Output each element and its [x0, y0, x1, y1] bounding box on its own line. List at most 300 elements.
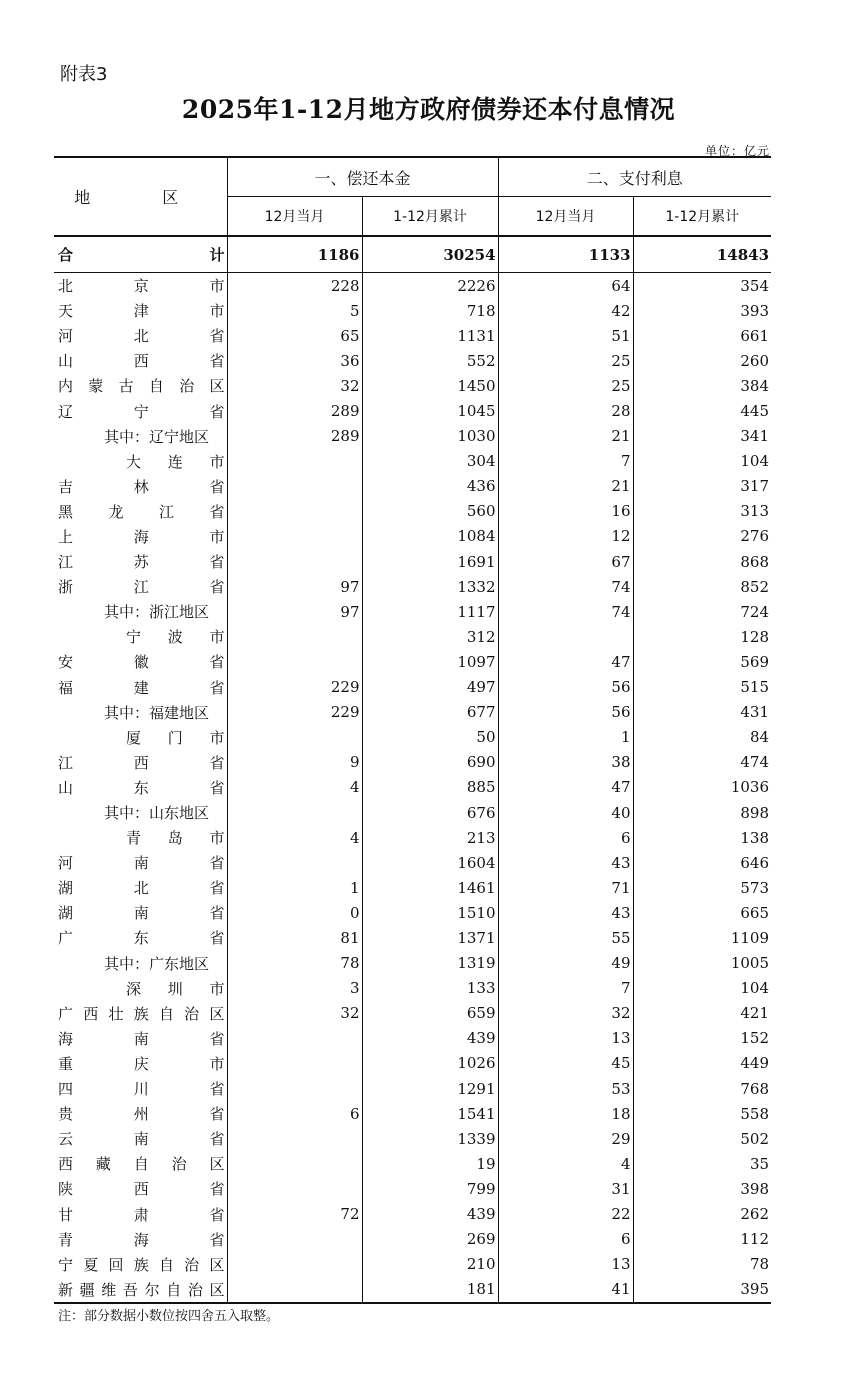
- principal-month-cell: 81: [227, 925, 362, 950]
- table-row: [54, 1227, 771, 1252]
- region-char: 区: [209, 1004, 225, 1023]
- interest-month-cell: 41: [498, 1277, 633, 1303]
- region-char: 治: [184, 1004, 200, 1023]
- table-row: [54, 323, 771, 348]
- region-char: 北: [133, 327, 149, 346]
- table-row: [54, 951, 771, 976]
- total-principal-cumulative: 30254: [362, 236, 498, 273]
- principal-month-cell: [227, 1126, 362, 1151]
- region-char: 族: [133, 1004, 149, 1023]
- table-row: [54, 850, 771, 875]
- interest-cumulative-cell: 646: [633, 850, 771, 875]
- interest-cumulative-cell: 573: [633, 875, 771, 900]
- interest-cumulative-cell: 768: [633, 1076, 771, 1101]
- interest-month-cell: 21: [498, 424, 633, 449]
- region-char: 壮: [108, 1004, 124, 1023]
- region-char: 辽: [58, 402, 74, 421]
- interest-cumulative-cell: 515: [633, 675, 771, 700]
- principal-cumulative-cell: 1045: [362, 398, 498, 423]
- principal-month-cell: 9: [227, 750, 362, 775]
- region-char: 治: [187, 1280, 203, 1299]
- region-char: 天: [58, 302, 74, 321]
- principal-cumulative-cell: 133: [362, 976, 498, 1001]
- principal-cumulative-cell: 181: [362, 1277, 498, 1303]
- region-char: 贵: [58, 1105, 74, 1124]
- region-char: 厦: [126, 728, 142, 747]
- table-row: [54, 449, 771, 474]
- region-char: 海: [133, 527, 149, 546]
- region-char: 治: [184, 1255, 200, 1274]
- principal-cumulative-cell: 210: [362, 1252, 498, 1277]
- principal-month-cell: 5: [227, 298, 362, 323]
- region-name: [54, 424, 227, 449]
- region-char: 深: [126, 979, 142, 998]
- interest-cumulative-cell: 558: [633, 1101, 771, 1126]
- table-row: [54, 348, 771, 373]
- region-char: 湖: [58, 879, 74, 898]
- region-char: 海: [133, 1230, 149, 1249]
- interest-cumulative-cell: 104: [633, 976, 771, 1001]
- region-char: 南: [133, 904, 149, 923]
- region-char: 东: [133, 929, 149, 948]
- region-char: 南: [133, 1029, 149, 1048]
- principal-cumulative-cell: 1510: [362, 900, 498, 925]
- interest-month-cell: 38: [498, 750, 633, 775]
- principal-month-cell: [227, 1026, 362, 1051]
- interest-cumulative-cell: 421: [633, 1001, 771, 1026]
- region-name: [54, 725, 227, 750]
- total-principal-month: 1186: [227, 236, 362, 273]
- region-name: [54, 574, 227, 599]
- region-name: [54, 700, 227, 725]
- interest-month-cell: 67: [498, 549, 633, 574]
- region-name: [54, 900, 227, 925]
- region-char: 吉: [58, 477, 74, 496]
- table-row: [54, 1201, 771, 1226]
- table-row: [54, 424, 771, 449]
- debt-table: [54, 156, 771, 1304]
- interest-cumulative-cell: 276: [633, 524, 771, 549]
- page-title: 2025年1-12月地方政府债券还本付息情况: [181, 95, 676, 124]
- region-char: 省: [209, 1029, 225, 1048]
- region-char: 省: [209, 929, 225, 948]
- region-label: 其中：福建地区: [104, 703, 210, 722]
- interest-month-cell: 28: [498, 398, 633, 423]
- principal-cumulative-cell: 1117: [362, 599, 498, 624]
- interest-month-cell: 7: [498, 449, 633, 474]
- region-char: 青: [126, 829, 142, 848]
- interest-month-cell: 56: [498, 700, 633, 725]
- principal-cumulative-cell: 1371: [362, 925, 498, 950]
- table-row: [54, 1252, 771, 1277]
- principal-cumulative-cell: 1450: [362, 373, 498, 398]
- principal-month-cell: 32: [227, 373, 362, 398]
- principal-month-cell: 289: [227, 398, 362, 423]
- principal-cumulative-cell: 1461: [362, 875, 498, 900]
- region-name: [54, 373, 227, 398]
- region-char: 岛: [167, 829, 183, 848]
- principal-cumulative-cell: 690: [362, 750, 498, 775]
- region-char: 省: [209, 1130, 225, 1149]
- region-char: 区: [209, 377, 225, 396]
- total-interest-cumulative: 14843: [633, 236, 771, 273]
- region-name: [54, 675, 227, 700]
- region-name: [54, 298, 227, 323]
- region-char: 自: [158, 1255, 174, 1274]
- annex-label: 附表3: [60, 64, 108, 85]
- region-char: 州: [133, 1105, 149, 1124]
- region-char: 宁: [58, 1255, 74, 1274]
- table-row: [54, 825, 771, 850]
- region-char: 省: [209, 1105, 225, 1124]
- region-name: [54, 1252, 227, 1277]
- region-char: 南: [133, 854, 149, 873]
- interest-cumulative-cell: 1005: [633, 951, 771, 976]
- region-name: [54, 775, 227, 800]
- interest-cumulative-cell: 852: [633, 574, 771, 599]
- region-char: 省: [209, 502, 225, 521]
- region-name: [54, 1277, 227, 1303]
- region-header: 地 区: [74, 188, 207, 207]
- principal-month-cell: 65: [227, 323, 362, 348]
- region-char: 省: [209, 904, 225, 923]
- principal-cumulative-cell: 497: [362, 675, 498, 700]
- region-char: 自: [148, 377, 164, 396]
- region-char: 连: [167, 452, 183, 471]
- region-char: 重: [58, 1054, 74, 1073]
- principal-month-cell: 97: [227, 574, 362, 599]
- region-char: 省: [209, 753, 225, 772]
- region-char: 区: [209, 1155, 225, 1174]
- interest-month-cell: 47: [498, 775, 633, 800]
- region-char: 尔: [144, 1280, 160, 1299]
- interest-cumulative-cell: 112: [633, 1227, 771, 1252]
- region-char: 庆: [133, 1054, 149, 1073]
- region-name: [54, 474, 227, 499]
- interest-month-cell: 71: [498, 875, 633, 900]
- region-char: 福: [58, 678, 74, 697]
- interest-cumulative-header: 1-12月累计: [633, 197, 771, 237]
- region-char: 古: [118, 377, 134, 396]
- table-row: [54, 875, 771, 900]
- total-interest-month: 1133: [498, 236, 633, 273]
- principal-cumulative-cell: 718: [362, 298, 498, 323]
- interest-month-cell: 53: [498, 1076, 633, 1101]
- principal-month-cell: 36: [227, 348, 362, 373]
- principal-month-cell: [227, 649, 362, 674]
- interest-cumulative-cell: 138: [633, 825, 771, 850]
- region-char: 市: [209, 829, 225, 848]
- interest-cumulative-cell: 898: [633, 800, 771, 825]
- table-row: [54, 1101, 771, 1126]
- interest-month-cell: 74: [498, 599, 633, 624]
- region-name: [54, 951, 227, 976]
- interest-month-cell: 16: [498, 499, 633, 524]
- principal-cumulative-cell: 439: [362, 1201, 498, 1226]
- region-char: 肃: [133, 1205, 149, 1224]
- region-char: 省: [209, 477, 225, 496]
- region-name: [54, 599, 227, 624]
- interest-month-cell: 45: [498, 1051, 633, 1076]
- total-row: [54, 236, 771, 273]
- interest-month-cell: 74: [498, 574, 633, 599]
- principal-cumulative-cell: 304: [362, 449, 498, 474]
- table-row: [54, 725, 771, 750]
- principal-cumulative-cell: 50: [362, 725, 498, 750]
- region-label: 其中：广东地区: [104, 954, 210, 973]
- principal-cumulative-cell: 19: [362, 1151, 498, 1176]
- principal-cumulative-header: 1-12月累计: [362, 197, 498, 237]
- region-name: [54, 1201, 227, 1226]
- region-char: 维: [101, 1280, 117, 1299]
- principal-header: 一、偿还本金: [227, 157, 498, 197]
- region-char: 海: [58, 1029, 74, 1048]
- interest-cumulative-cell: 354: [633, 273, 771, 299]
- interest-cumulative-cell: 474: [633, 750, 771, 775]
- table-row: [54, 1277, 771, 1303]
- table-row: [54, 1001, 771, 1026]
- region-char: 圳: [167, 979, 183, 998]
- principal-cumulative-cell: 885: [362, 775, 498, 800]
- region-name: [54, 1101, 227, 1126]
- table-row: [54, 1126, 771, 1151]
- region-char: 市: [209, 979, 225, 998]
- principal-cumulative-cell: 439: [362, 1026, 498, 1051]
- region-char: 广: [58, 1004, 74, 1023]
- principal-month-cell: [227, 1176, 362, 1201]
- principal-month-cell: [227, 524, 362, 549]
- interest-month-cell: 1: [498, 725, 633, 750]
- principal-month-cell: [227, 725, 362, 750]
- principal-month-cell: 228: [227, 273, 362, 299]
- principal-cumulative-cell: 1291: [362, 1076, 498, 1101]
- region-char: 省: [209, 879, 225, 898]
- region-char: 新: [58, 1280, 74, 1299]
- region-name: [54, 323, 227, 348]
- principal-cumulative-cell: 1604: [362, 850, 498, 875]
- region-char: 市: [209, 628, 225, 647]
- region-char: 省: [209, 553, 225, 572]
- region-char: 青: [58, 1230, 74, 1249]
- table-row: [54, 675, 771, 700]
- region-char: 省: [209, 578, 225, 597]
- region-char: 云: [58, 1130, 74, 1149]
- region-char: 回: [108, 1255, 124, 1274]
- principal-month-cell: 97: [227, 599, 362, 624]
- region-char: 西: [133, 1180, 149, 1199]
- region-char: 省: [209, 1230, 225, 1249]
- principal-cumulative-cell: 1339: [362, 1126, 498, 1151]
- region-name: [54, 624, 227, 649]
- interest-cumulative-cell: 449: [633, 1051, 771, 1076]
- interest-cumulative-cell: 1109: [633, 925, 771, 950]
- region-name: [54, 875, 227, 900]
- region-char: 江: [133, 578, 149, 597]
- total-label-b: 计: [209, 246, 225, 264]
- region-char: 河: [58, 854, 74, 873]
- interest-cumulative-cell: 313: [633, 499, 771, 524]
- interest-month-cell: 29: [498, 1126, 633, 1151]
- region-char: 广: [58, 929, 74, 948]
- interest-cumulative-cell: 262: [633, 1201, 771, 1226]
- region-char: 湖: [58, 904, 74, 923]
- interest-cumulative-cell: 260: [633, 348, 771, 373]
- region-char: 大: [126, 452, 142, 471]
- interest-cumulative-cell: 868: [633, 549, 771, 574]
- table-row: [54, 775, 771, 800]
- region-char: 京: [133, 277, 149, 296]
- region-name: [54, 524, 227, 549]
- principal-cumulative-cell: 1332: [362, 574, 498, 599]
- table-row: [54, 976, 771, 1001]
- region-name: [54, 499, 227, 524]
- region-name: [54, 1051, 227, 1076]
- interest-month-cell: 7: [498, 976, 633, 1001]
- region-name: [54, 649, 227, 674]
- region-name: [54, 1227, 227, 1252]
- interest-month-cell: 64: [498, 273, 633, 299]
- region-char: 黑: [58, 502, 74, 521]
- principal-month-cell: 3: [227, 976, 362, 1001]
- principal-month-cell: [227, 1252, 362, 1277]
- interest-month-cell: 6: [498, 1227, 633, 1252]
- table-row: [54, 1076, 771, 1101]
- region-char: 内: [58, 377, 74, 396]
- principal-month-cell: 4: [227, 775, 362, 800]
- region-name: [54, 549, 227, 574]
- table-row: [54, 925, 771, 950]
- interest-cumulative-cell: 35: [633, 1151, 771, 1176]
- interest-month-cell: 43: [498, 900, 633, 925]
- region-name: [54, 1126, 227, 1151]
- region-char: 市: [209, 1054, 225, 1073]
- interest-header: 二、支付利息: [498, 157, 771, 197]
- region-char: 津: [133, 302, 149, 321]
- region-char: 省: [209, 402, 225, 421]
- unit-label: 单位：亿元: [704, 144, 770, 158]
- region-char: 江: [158, 502, 174, 521]
- table-row: [54, 398, 771, 423]
- region-char: 省: [209, 778, 225, 797]
- principal-cumulative-cell: 552: [362, 348, 498, 373]
- table-row: [54, 373, 771, 398]
- region-char: 山: [58, 778, 74, 797]
- region-char: 北: [133, 879, 149, 898]
- interest-month-cell: 25: [498, 373, 633, 398]
- interest-month-cell: 40: [498, 800, 633, 825]
- interest-cumulative-cell: 152: [633, 1026, 771, 1051]
- interest-month-cell: 43: [498, 850, 633, 875]
- region-char: 市: [209, 452, 225, 471]
- region-name: [54, 925, 227, 950]
- interest-cumulative-cell: 384: [633, 373, 771, 398]
- principal-month-cell: 32: [227, 1001, 362, 1026]
- region-char: 江: [58, 753, 74, 772]
- region-char: 甘: [58, 1205, 74, 1224]
- region-char: 建: [133, 678, 149, 697]
- interest-cumulative-cell: 317: [633, 474, 771, 499]
- principal-month-cell: 4: [227, 825, 362, 850]
- table-row: [54, 1151, 771, 1176]
- region-char: 藏: [95, 1155, 111, 1174]
- table-row: [54, 474, 771, 499]
- region-char: 西: [58, 1155, 74, 1174]
- region-char: 江: [58, 553, 74, 572]
- region-char: 市: [209, 277, 225, 296]
- region-name: [54, 398, 227, 423]
- principal-cumulative-cell: 1026: [362, 1051, 498, 1076]
- table-row: [54, 624, 771, 649]
- table-row: [54, 574, 771, 599]
- interest-cumulative-cell: 502: [633, 1126, 771, 1151]
- region-char: 自: [158, 1004, 174, 1023]
- region-label: 其中：浙江地区: [104, 603, 210, 622]
- region-char: 宁: [133, 402, 149, 421]
- table-row: [54, 1026, 771, 1051]
- table-row: [54, 549, 771, 574]
- principal-cumulative-cell: 1084: [362, 524, 498, 549]
- region-char: 区: [209, 1280, 225, 1299]
- interest-month-header: 12月当月: [498, 197, 633, 237]
- interest-cumulative-cell: 84: [633, 725, 771, 750]
- table-row: [54, 800, 771, 825]
- table-row: [54, 1051, 771, 1076]
- total-label-a: 合: [58, 246, 74, 264]
- region-name: [54, 1176, 227, 1201]
- table-row: [54, 524, 771, 549]
- table-row: [54, 900, 771, 925]
- region-char: 市: [209, 527, 225, 546]
- region-name: [54, 976, 227, 1001]
- principal-month-cell: 72: [227, 1201, 362, 1226]
- interest-month-cell: 55: [498, 925, 633, 950]
- principal-cumulative-cell: 1131: [362, 323, 498, 348]
- region-char: 上: [58, 527, 74, 546]
- table-row: [54, 750, 771, 775]
- region-char: 西: [83, 1004, 99, 1023]
- principal-cumulative-cell: 1541: [362, 1101, 498, 1126]
- interest-month-cell: 31: [498, 1176, 633, 1201]
- principal-cumulative-cell: 269: [362, 1227, 498, 1252]
- region-char: 蒙: [88, 377, 104, 396]
- principal-cumulative-cell: 799: [362, 1176, 498, 1201]
- principal-month-cell: 289: [227, 424, 362, 449]
- principal-cumulative-cell: 1030: [362, 424, 498, 449]
- region-char: 省: [209, 352, 225, 371]
- region-label: 其中：山东地区: [104, 804, 210, 823]
- region-name: [54, 850, 227, 875]
- principal-cumulative-cell: 312: [362, 624, 498, 649]
- table-row: [54, 499, 771, 524]
- region-char: 治: [179, 377, 195, 396]
- interest-month-cell: 56: [498, 675, 633, 700]
- table-row: [54, 649, 771, 674]
- principal-month-cell: [227, 850, 362, 875]
- region-char: 自: [166, 1280, 182, 1299]
- principal-month-cell: [227, 1051, 362, 1076]
- principal-cumulative-cell: 677: [362, 700, 498, 725]
- region-name: [54, 1151, 227, 1176]
- interest-cumulative-cell: 128: [633, 624, 771, 649]
- region-char: 疆: [79, 1280, 95, 1299]
- interest-cumulative-cell: 661: [633, 323, 771, 348]
- interest-month-cell: 51: [498, 323, 633, 348]
- region-label: 其中：辽宁地区: [104, 427, 210, 446]
- interest-cumulative-cell: 431: [633, 700, 771, 725]
- region-char: 市: [209, 302, 225, 321]
- interest-cumulative-cell: 1036: [633, 775, 771, 800]
- principal-month-cell: [227, 624, 362, 649]
